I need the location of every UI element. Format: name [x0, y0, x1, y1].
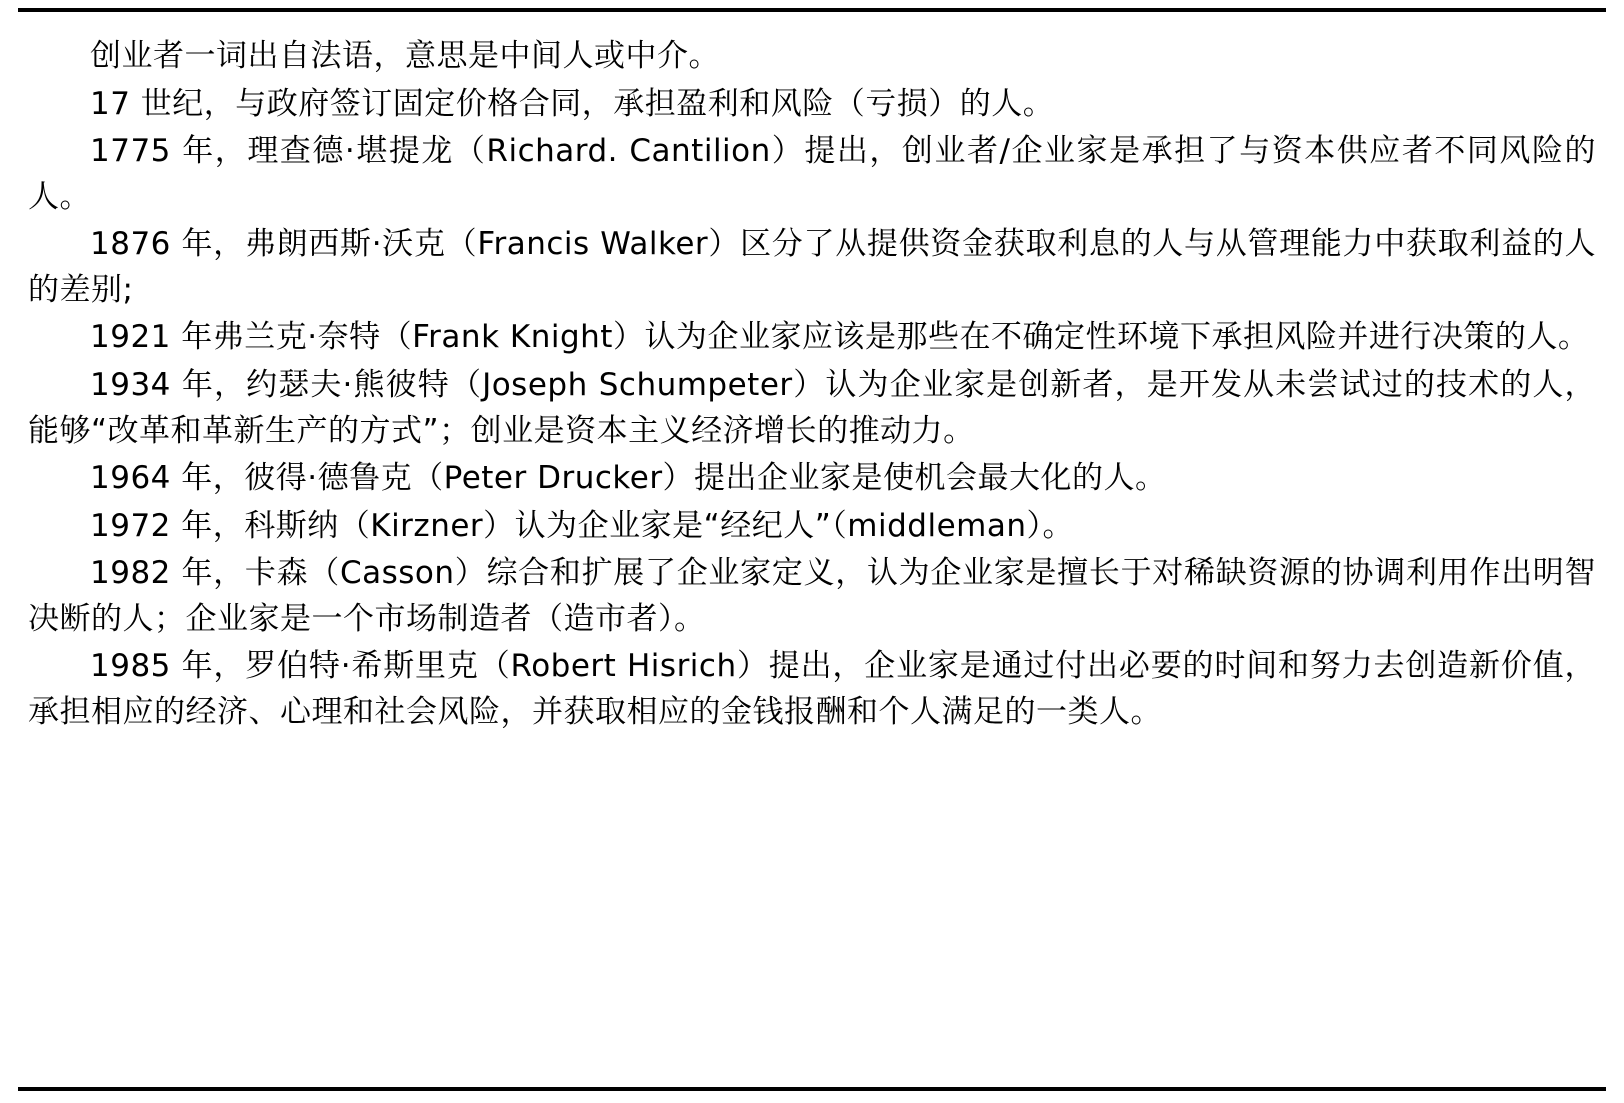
paragraph: 1775 年，理查德·堪提龙（Richard. Cantilion）提出，创业者/企业家是承担了与资本供应者不同风险的人。	[28, 133, 1596, 215]
paragraph: 1985 年，罗伯特·希斯里克（Robert Hisrich）提出，企业家是通过付出必要的时间和努力去创造新价值，承担相应的经济、心理和社会风险，并获取相应的金钱报酬和个人满足的一类人。	[28, 648, 1596, 730]
paragraph: 1934 年，约瑟夫·熊彼特（Joseph Schumpeter）认为企业家是创新者，是开发从未尝试过的技术的人，能够“改革和革新生产的方式”；创业是资本主义经济增长的推动力。	[28, 366, 1596, 449]
document-body	[0, 12, 1624, 1087]
paragraph: 1982 年，卡森（Casson）综合和扩展了企业家定义，认为企业家是擅长于对稀缺资源的协调利用作出明智决断的人；企业家是一个市场制造者（造市者）。	[28, 555, 1596, 637]
paragraph: 1876 年，弗朗西斯·沃克（Francis Walker）区分了从提供资金获取利息的人与从管理能力中获取利益的人的差别;	[28, 226, 1596, 308]
paragraph: 创业者一词出自法语，意思是中间人或中介。	[90, 38, 720, 74]
paragraph: 17 世纪，与政府签订固定价格合同，承担盈利和风险（亏损）的人。	[90, 85, 1055, 122]
paragraph: 1921 年弗兰克·奈特（Frank Knight）认为企业家应该是那些在不确定性环境下承担风险并进行决策的人。	[90, 319, 1590, 356]
bottom-divider-rule	[18, 1087, 1606, 1091]
paragraph: 1972 年，科斯纳（Kirzner）认为企业家是“经纪人”（middleman）。	[90, 507, 1074, 544]
paragraph: 1964 年，彼得·德鲁克（Peter Drucker）提出企业家是使机会最大化的人。	[90, 460, 1167, 497]
